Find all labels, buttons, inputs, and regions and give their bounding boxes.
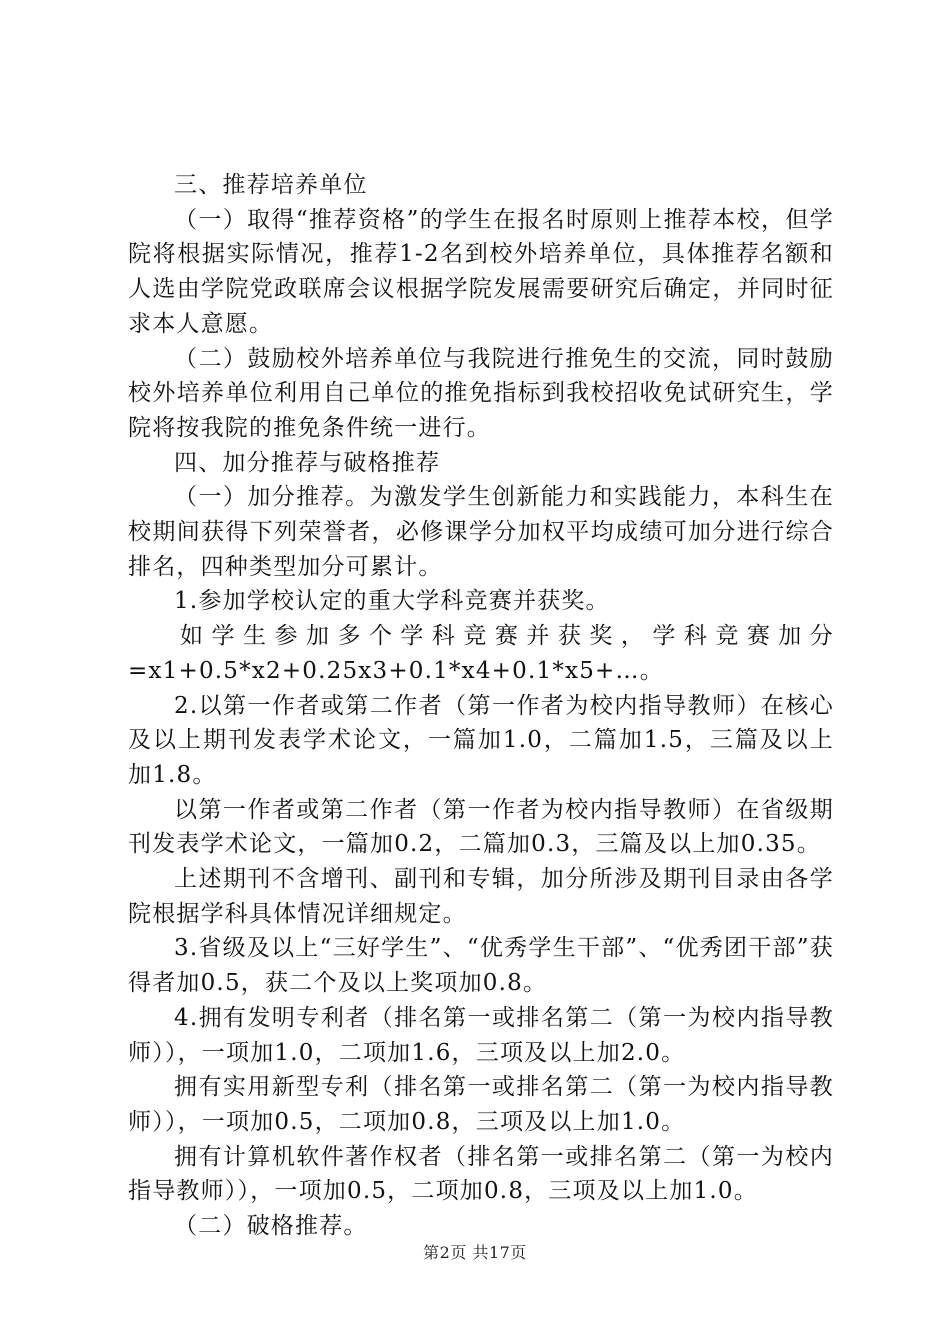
document-body [128, 168, 834, 1244]
list-item: 3.省级及以上“三好学生”、“优秀学生干部”、“优秀团干部”获得者加0.5，获二个及以上奖项加0.8。 [128, 935, 834, 997]
list-item: 4.拥有发明专利者（排名第一或排名第二（第一为校内指导教师）），一项加1.0，二项加1.6，三项及以上加2.0。 [128, 1004, 834, 1066]
list-item: 1.参加学校认定的重大学科竞赛并获奖。 [174, 588, 610, 615]
section-heading: 三、推荐培养单位 [174, 172, 368, 198]
section-heading: 四、加分推荐与破格推荐 [174, 449, 441, 476]
paragraph: 拥有计算机软件著作权者（排名第一或排名第二（第一为校内指导教师）），一项加0.5，二项加0.8，三项及以上加1.0。 [128, 1143, 834, 1205]
page-number-footer: 第2页 共17页 [423, 1243, 527, 1262]
list-item: 2.以第一作者或第二作者（第一作者为校内指导教师）在核心及以上期刊发表学术论文，一篇加1.0，二篇加1.5，三篇及以上加1.8。 [128, 692, 834, 788]
paragraph: （一）加分推荐。为激发学生创新能力和实践能力，本科生在校期间获得下列荣誉者，必修课学分加权平均成绩可加分进行综合排名，四种类型加分可累计。 [128, 484, 834, 580]
paragraph: （二）鼓励校外培养单位与我院进行推免生的交流，同时鼓励校外培养单位利用自己单位的推免指标到我校招收免试研究生，学院将按我院的推免条件统一进行。 [128, 345, 834, 441]
formula-paragraph: 如学生参加多个学科竞赛并获奖，学科竞赛加分=x1+0.5*x2+0.25x3+0.1*x4+0.1*x5+…。 [128, 623, 834, 684]
paragraph: 以第一作者或第二作者（第一作者为校内指导教师）在省级期刊发表学术论文，一篇加0.2，二篇加0.3，三篇及以上加0.35。 [128, 796, 834, 858]
paragraph: 拥有实用新型专利（排名第一或排名第二（第一为校内指导教师）），一项加0.5，二项加0.8，三项及以上加1.0。 [128, 1074, 834, 1135]
paragraph: （二）破格推荐。 [174, 1213, 368, 1240]
paragraph: 上述期刊不含增刊、副刊和专辑，加分所涉及期刊目录由各学院根据学科具体情况详细规定。 [128, 866, 834, 927]
paragraph: （一）取得“推荐资格”的学生在报名时原则上推荐本校，但学院将根据实际情况，推荐1-2名到校外培养单位，具体推荐名额和人选由学院党政联席会议根据学院发展需要研究后确定，并同时征求本人意愿。 [128, 206, 834, 337]
